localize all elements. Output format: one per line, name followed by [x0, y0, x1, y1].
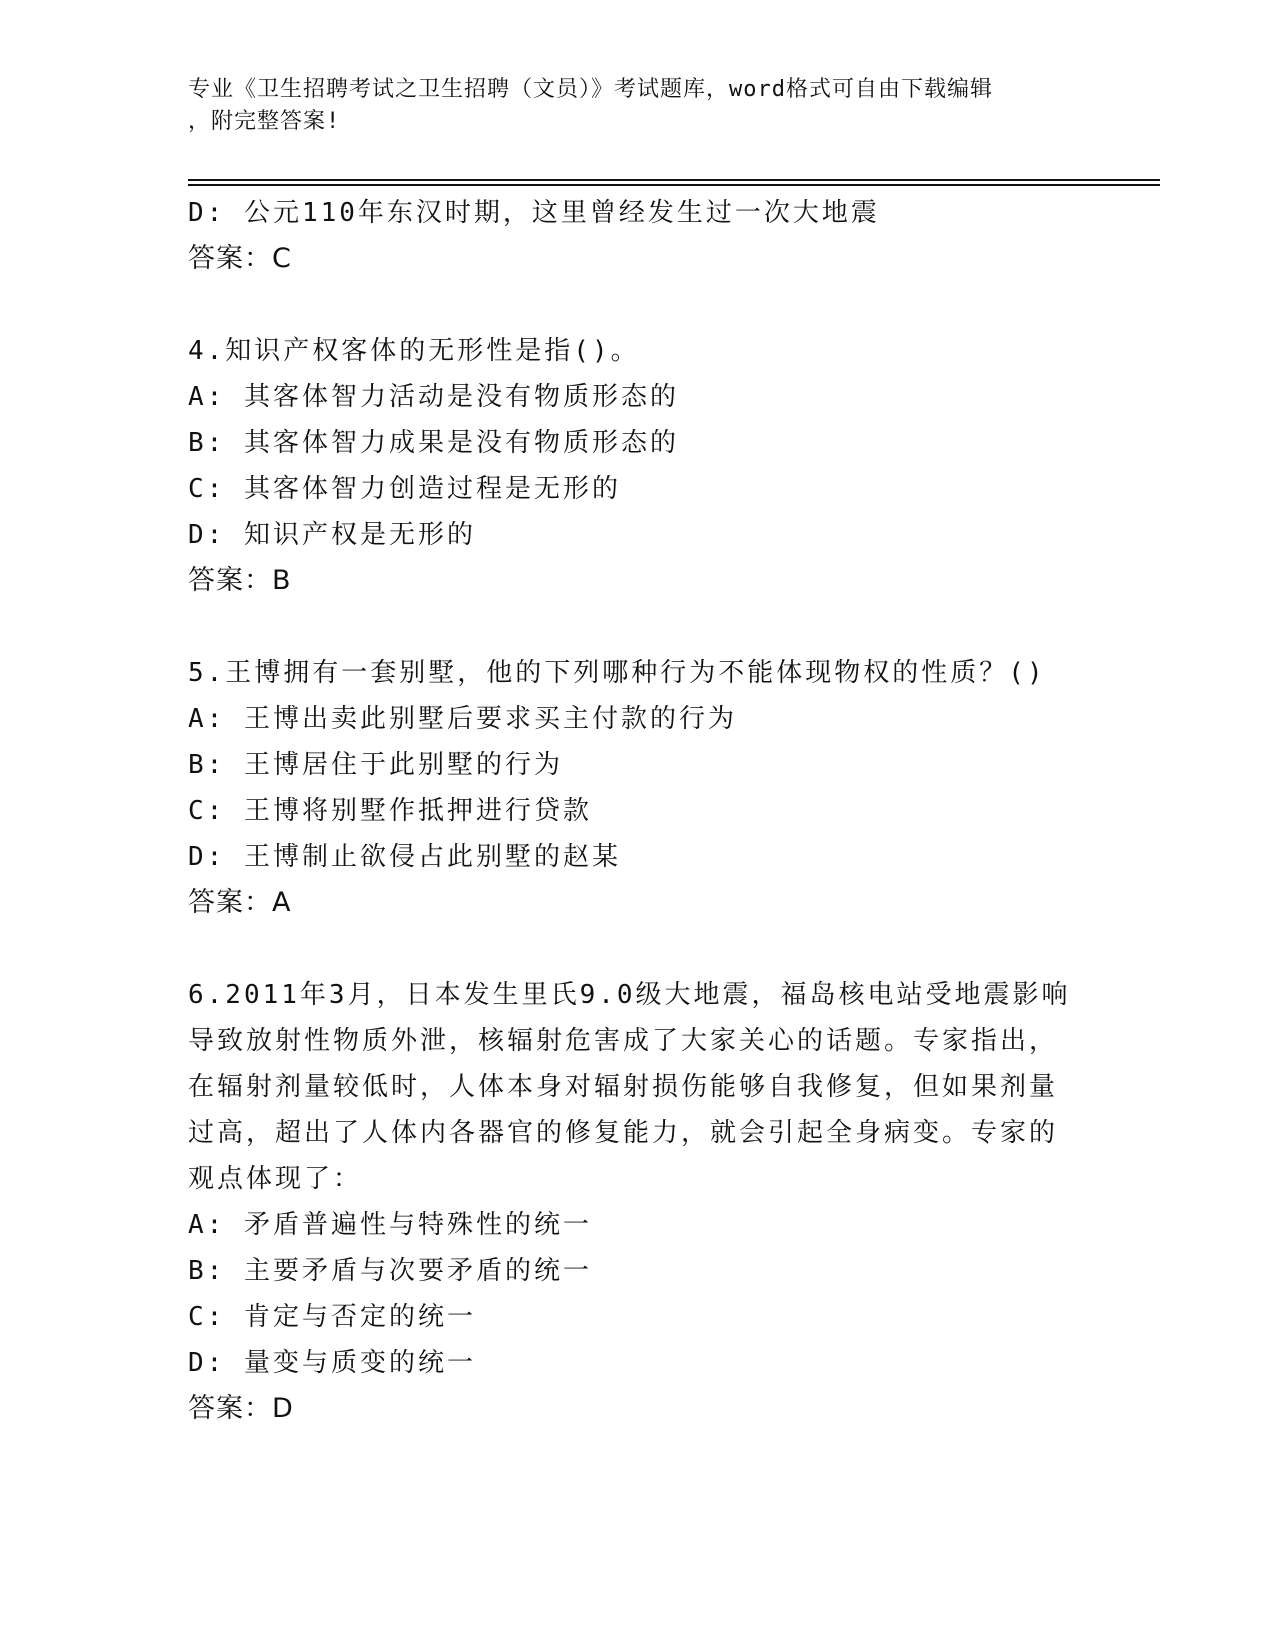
- q6-stem-line: 过高，超出了人体内各器官的修复能力，就会引起全身病变。专家的: [188, 1118, 1059, 1148]
- q6-stem-line: 导致放射性物质外泄，核辐射危害成了大家关心的话题。专家指出，: [188, 1026, 1059, 1056]
- spacer: [188, 604, 1078, 650]
- q5-option-c: C: 王博将别墅作抵押进行贷款: [188, 796, 592, 826]
- spacer: [188, 926, 1078, 972]
- question-3-tail: [188, 190, 1078, 282]
- q5-stem: 5.王博拥有一套别墅，他的下列哪种行为不能体现物权的性质？(): [188, 658, 1046, 688]
- header-line-2: ，附完整答案!: [188, 109, 341, 134]
- question-4: [188, 328, 1078, 604]
- q6-stem-line: 6.2011年3月，日本发生里氏9.0级大地震，福岛核电站受地震影响: [188, 980, 1071, 1010]
- q4-option-a: A: 其客体智力活动是没有物质形态的: [188, 382, 679, 412]
- q4-answer: 答案：B: [188, 565, 292, 596]
- question-6: [188, 972, 1078, 1432]
- spacer: [188, 282, 1078, 328]
- q6-option-d: D: 量变与质变的统一: [188, 1348, 476, 1378]
- document-header: [188, 74, 1078, 138]
- q6-stem-line: 在辐射剂量较低时，人体本身对辐射损伤能够自我修复，但如果剂量: [188, 1072, 1059, 1102]
- question-5: [188, 650, 1078, 926]
- q6-option-b: B: 主要矛盾与次要矛盾的统一: [188, 1256, 592, 1286]
- q4-option-b: B: 其客体智力成果是没有物质形态的: [188, 428, 679, 458]
- q6-stem-line: 观点体现了：: [188, 1164, 363, 1194]
- q5-answer: 答案：A: [188, 887, 292, 918]
- q6-answer: 答案：D: [188, 1393, 294, 1424]
- q4-option-d: D: 知识产权是无形的: [188, 520, 476, 550]
- q6-option-c: C: 肯定与否定的统一: [188, 1302, 476, 1332]
- header-divider-bottom: [188, 184, 1160, 186]
- q6-stem: [188, 972, 1078, 1202]
- q5-option-b: B: 王博居住于此别墅的行为: [188, 750, 563, 780]
- header-divider-top: [188, 179, 1160, 181]
- q4-stem: 4.知识产权客体的无形性是指()。: [188, 336, 640, 366]
- q3-answer: 答案：C: [188, 243, 292, 274]
- q4-option-c: C: 其客体智力创造过程是无形的: [188, 474, 621, 504]
- q5-option-a: A: 王博出卖此别墅后要求买主付款的行为: [188, 704, 737, 734]
- q5-option-d: D: 王博制止欲侵占此别墅的赵某: [188, 842, 621, 872]
- q3-option-d: D: 公元110年东汉时期，这里曾经发生过一次大地震: [188, 198, 880, 228]
- header-line-1: 专业《卫生招聘考试之卫生招聘（文员）》考试题库，word格式可自由下载编辑: [188, 77, 993, 102]
- question-list: [188, 190, 1078, 1432]
- q6-option-a: A: 矛盾普遍性与特殊性的统一: [188, 1210, 592, 1240]
